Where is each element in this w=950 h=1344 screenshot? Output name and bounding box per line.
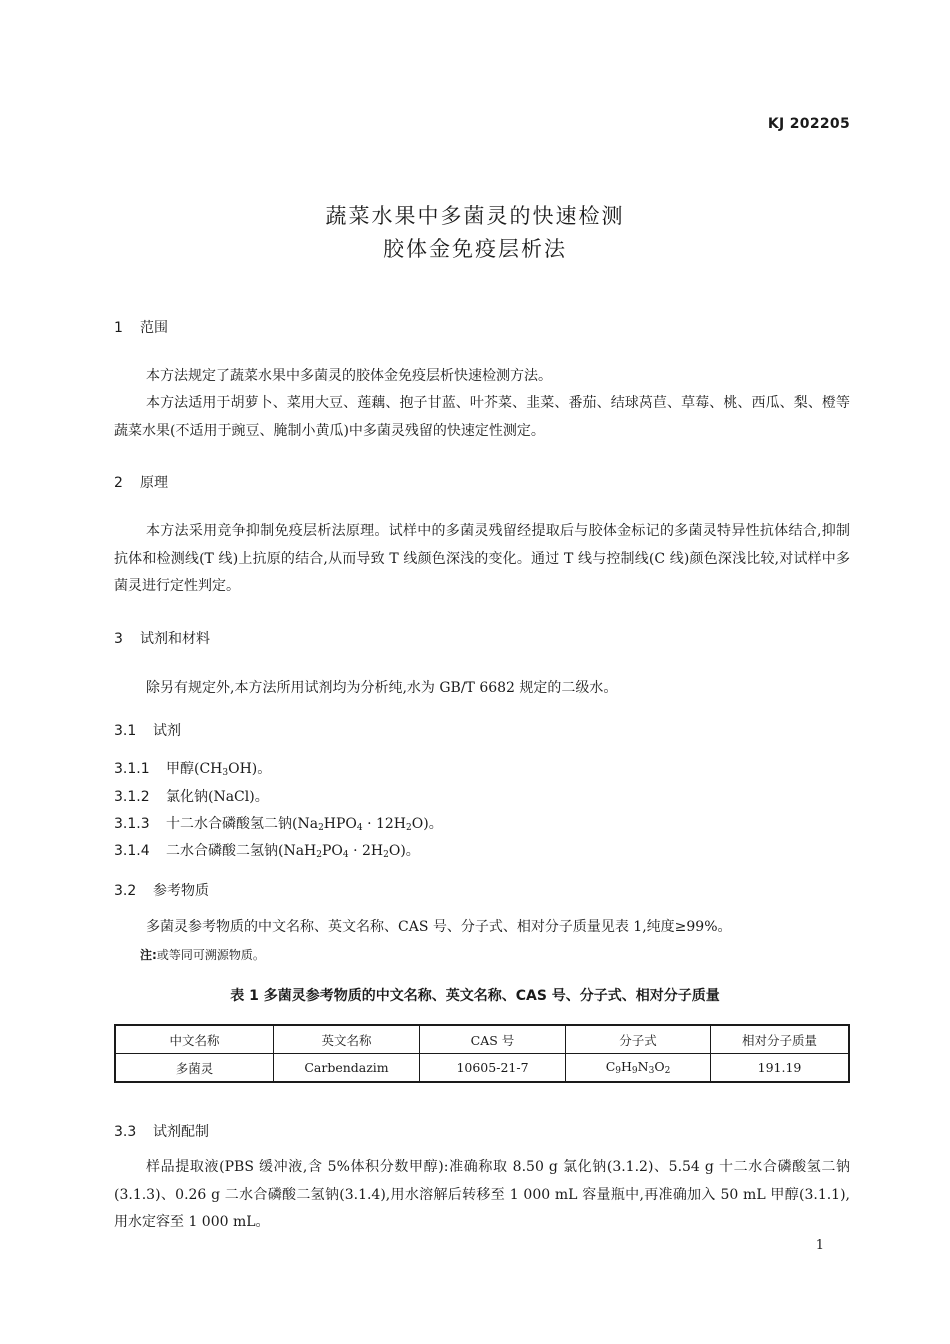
reagent-item: 3.1.1 甲醇$(CH_3OH)$。 [114, 761, 272, 778]
section-number: 3.3 [114, 1124, 137, 1140]
reference-material-paragraph: 多菌灵参考物质的中文名称、英文名称、CAS 号、分子式、相对分子质量见表 1,纯度≥99%。 [146, 919, 732, 935]
table-header-cell: 英文名称 [274, 1025, 420, 1054]
section-number: 1 [114, 320, 123, 336]
item-number: 3.1.2 [114, 789, 150, 805]
item-number: 3.1.3 [114, 816, 150, 832]
scope-paragraph-1: 本方法规定了蔬菜水果中多菌灵的胶体金免疫层析快速检测方法。 [146, 368, 552, 384]
document-title-line1: 蔬菜水果中多菌灵的快速检测 [325, 204, 625, 228]
table-row [115, 1054, 849, 1083]
reagent-preparation-paragraph: 样品提取液(PBS 缓冲液,含 5%体积分数甲醇):准确称取 8.50 g 氯化钠(3.1.2)、5.54 g 十二水合磷酸氢二钠(3.1.3)、0.26 g 二水合磷酸二氢钠(3.1.4),用水溶解后转移至 1 000 mL 容量瓶中,再准确加入 50 mL 甲醇(3.1.1),用水定容至 1 000 mL。 [114, 1159, 850, 1230]
table-header-cell: CAS 号 [420, 1025, 566, 1054]
note-label: 注: [140, 948, 157, 962]
section-title: 参考物质 [153, 883, 209, 899]
section-number: 3.1 [114, 723, 137, 739]
section-title: 范围 [140, 320, 168, 336]
section-number: 2 [114, 475, 123, 491]
note [140, 946, 265, 963]
reference-material-table [114, 1024, 850, 1083]
principle-paragraph: 本方法采用竞争抑制免疫层析法原理。试样中的多菌灵残留经提取后与胶体金标记的多菌灵特异性抗体结合,抑制抗体和检测线(T 线)上抗原的结合,从而导致 T 线颜色深浅的变化。通过 T 线与控制线(C 线)颜色深浅比较,对试样中多菌灵进行定性判定。 [114, 523, 850, 594]
section-title: 试剂 [153, 723, 181, 739]
section-2-heading [114, 472, 168, 492]
table-header-cell: 相对分子质量 [711, 1025, 850, 1054]
section-number: 3 [114, 631, 123, 647]
note-text: 或等同可溯源物质。 [156, 948, 265, 962]
section-3-heading [114, 628, 210, 648]
table-cell-formula: $C_9H_9N_3O_2$ [566, 1054, 711, 1083]
item-number: 3.1.4 [114, 843, 150, 859]
table-cell-cas: 10605-21-7 [420, 1054, 566, 1083]
reagents-intro-paragraph: 除另有规定外,本方法所用试剂均为分析纯,水为 GB/T 6682 规定的二级水。 [146, 680, 618, 696]
section-title: 原理 [140, 475, 168, 491]
reagent-item: 3.1.4 二水合磷酸二氢钠$(NaH_2PO_4 \cdot 2H_2O)$。 [114, 843, 420, 860]
table-header-cell: 分子式 [566, 1025, 711, 1054]
section-title: 试剂和材料 [140, 631, 210, 647]
reagent-item: 3.1.3 十二水合磷酸氢二钠$(Na_2HPO_4 \cdot 12H_2O)$。 [114, 816, 443, 833]
section-3-1-heading [114, 720, 181, 740]
table-header-row [115, 1025, 849, 1054]
table-header-cell: 中文名称 [115, 1025, 274, 1054]
page-number: 1 [815, 1238, 824, 1253]
document-title-line2: 胶体金免疫层析法 [383, 237, 567, 261]
table-caption: 表 1 多菌灵参考物质的中文名称、英文名称、CAS 号、分子式、相对分子质量 [230, 988, 720, 1004]
item-number: 3.1.1 [114, 761, 150, 777]
reagent-item: 3.1.2 氯化钠(NaCl)。 [114, 789, 269, 805]
scope-paragraph-2: 本方法适用于胡萝卜、菜用大豆、莲藕、抱子甘蓝、叶芥菜、韭菜、番茄、结球莴苣、草莓、桃、西瓜、梨、橙等蔬菜水果(不适用于豌豆、腌制小黄瓜)中多菌灵残留的快速定性测定。 [114, 395, 850, 439]
standard-number: KJ 202205 [767, 116, 850, 132]
table-cell-cn-name: 多菌灵 [115, 1054, 274, 1083]
section-3-2-heading [114, 880, 209, 900]
section-title: 试剂配制 [153, 1124, 209, 1140]
section-number: 3.2 [114, 883, 137, 899]
section-1-heading [114, 317, 168, 337]
table-cell-en-name: Carbendazim [274, 1054, 420, 1083]
section-3-3-heading [114, 1121, 209, 1141]
table-cell-mw: 191.19 [711, 1054, 850, 1083]
